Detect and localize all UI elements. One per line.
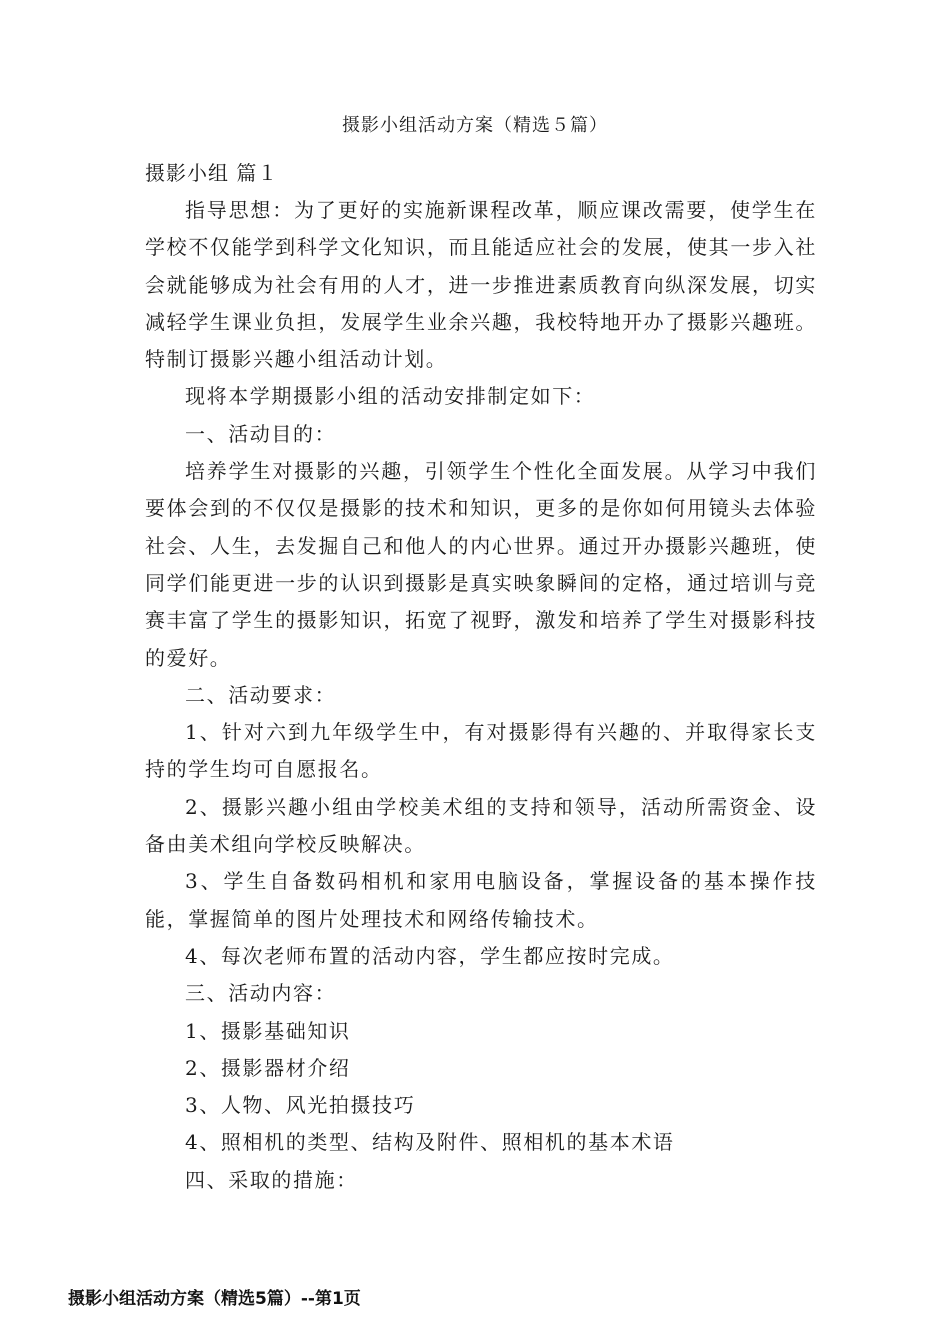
requirement-item-3: 3、学生自备数码相机和家用电脑设备，掌握设备的基本操作技能，掌握简单的图片处理技术和网络传输技术。 [145, 869, 817, 931]
document-body [145, 155, 817, 1199]
paragraph-activity-purpose: 培养学生对摄影的兴趣，引领学生个性化全面发展。从学习中我们要体会到的不仅仅是摄影的技术和知识，更多的是你如何用镜头去体验社会、人生，去发掘自己和他人的内心世界。通过开办摄影兴趣班，使同学们能更进一步的认识到摄影是真实映象瞬间的定格，通过培训与竞赛丰富了学生的摄影知识，拓宽了视野，激发和培养了学生对摄影科技的爱好。 [145, 459, 817, 670]
heading-activity-content: 三、活动内容： [185, 981, 337, 1006]
requirement-item-1: 1、针对六到九年级学生中，有对摄影得有兴趣的、并取得家长支持的学生均可自愿报名。 [145, 720, 817, 782]
paragraph-intro: 现将本学期摄影小组的活动安排制定如下： [185, 384, 596, 409]
heading-activity-purpose: 一、活动目的： [185, 421, 337, 446]
requirement-item-2: 2、摄影兴趣小组由学校美术组的支持和领导，活动所需资金、设备由美术组向学校反映解决。 [145, 794, 817, 857]
content-item-3: 3、人物、风光拍摄技巧 [185, 1093, 416, 1118]
paragraph-guiding-idea: 指导思想：为了更好的实施新课程改革，顺应课改需要，使学生在学校不仅能学到科学文化知识，而且能适应社会的发展，使其一步入社会就能够成为社会有用的人才，进一步推进素质教育向纵深发展，切实减轻学生课业负担，发展学生业余兴趣，我校特地开办了摄影兴趣班。特制订摄影兴趣小组活动计划。 [145, 198, 817, 372]
content-item-4: 4、照相机的类型、结构及附件、照相机的基本术语 [185, 1130, 675, 1155]
requirement-item-4: 4、每次老师布置的活动内容，学生都应按时完成。 [185, 943, 675, 968]
content-item-1: 1、摄影基础知识 [185, 1018, 351, 1043]
page-footer: 摄影小组活动方案（精选5篇）--第1页 [68, 1289, 361, 1309]
heading-measures: 四、采取的措施： [185, 1167, 358, 1192]
heading-activity-requirements: 二、活动要求： [185, 682, 337, 707]
content-item-2: 2、摄影器材介绍 [185, 1055, 351, 1080]
document-title: 摄影小组活动方案（精选５篇） [342, 115, 608, 136]
section-heading: 摄影小组 篇１ [145, 161, 279, 185]
